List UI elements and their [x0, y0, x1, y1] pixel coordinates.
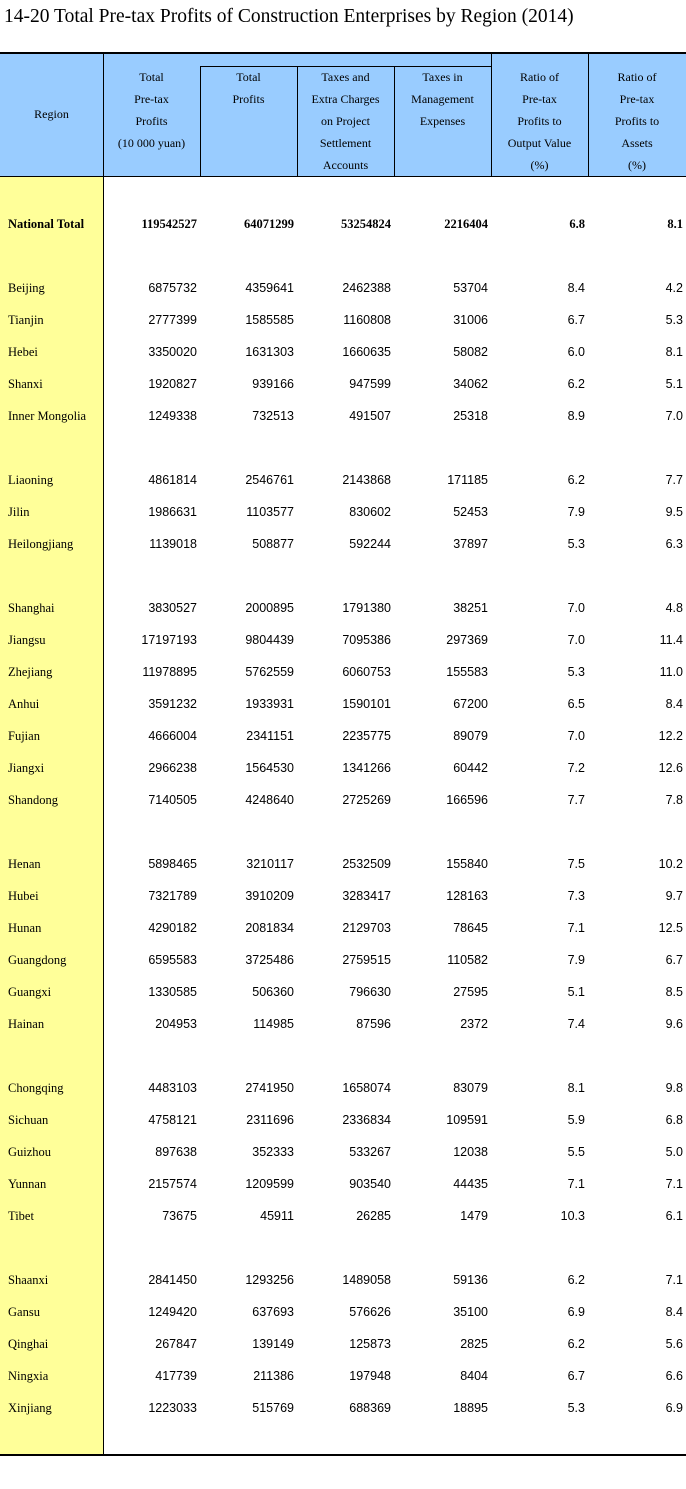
total-profits-value: 1209599 — [245, 1177, 294, 1191]
total-pretax-value: 1330585 — [148, 985, 197, 999]
region-name: Beijing — [8, 281, 45, 295]
ratio-assets-value: 7.7 — [665, 473, 683, 487]
taxes-mgmt-value: 155840 — [446, 857, 488, 871]
total-profits-value: 3725486 — [245, 953, 294, 967]
taxes-extra-value: 592244 — [349, 537, 391, 551]
total-profits-value: 211386 — [253, 1369, 294, 1383]
total-pretax-value: 2966238 — [148, 761, 197, 775]
ratio-output-value: 8.1 — [567, 1081, 585, 1095]
total-pretax-value: 4861814 — [148, 473, 197, 487]
ratio-output-value: 5.3 — [567, 537, 585, 551]
taxes-extra-value: 2143868 — [342, 473, 391, 487]
header-taxes-extra-charges: Taxes and Extra Charges on Project Settlement Accounts — [311, 70, 380, 172]
region-name: Qinghai — [8, 1337, 49, 1351]
taxes-mgmt-value: 59136 — [453, 1273, 488, 1287]
ratio-assets-value: 5.0 — [665, 1145, 683, 1159]
taxes-extra-value: 533267 — [349, 1145, 391, 1159]
table-row — [0, 752, 686, 784]
region-name: Hainan — [8, 1017, 45, 1031]
ratio-output-value: 8.4 — [567, 281, 585, 295]
taxes-extra-value: 1489058 — [342, 1273, 391, 1287]
total-pretax-value: 3830527 — [148, 601, 197, 615]
total-pretax-value: 1139018 — [149, 537, 197, 551]
total-profits-value: 5762559 — [245, 665, 294, 679]
ratio-assets-value: 7.1 — [665, 1273, 683, 1287]
taxes-extra-value: 947599 — [349, 377, 391, 391]
taxes-extra-value: 2235775 — [342, 729, 391, 743]
region-name: Guangdong — [8, 953, 67, 967]
ratio-output-value: 6.2 — [567, 1273, 585, 1287]
taxes-mgmt-value: 1479 — [460, 1209, 488, 1223]
ratio-output-value: 7.9 — [567, 505, 585, 519]
table-row — [0, 1296, 686, 1328]
taxes-mgmt-value: 83079 — [453, 1081, 488, 1095]
total-profits-value: 1564530 — [245, 761, 294, 775]
taxes-mgmt-value: 166596 — [446, 793, 488, 807]
taxes-extra-value: 2725269 — [342, 793, 391, 807]
table-row — [0, 592, 686, 624]
taxes-mgmt-value: 53704 — [453, 281, 488, 295]
total-profits-value: 9804439 — [245, 633, 294, 647]
table-row — [0, 880, 686, 912]
total-pretax-value: 3350020 — [148, 345, 197, 359]
total-pretax-value: 119542527 — [141, 217, 197, 231]
table-row — [0, 208, 686, 240]
ratio-assets-value: 6.9 — [665, 1401, 683, 1415]
taxes-extra-value: 3283417 — [342, 889, 391, 903]
ratio-output-value: 7.0 — [567, 633, 585, 647]
total-pretax-value: 897638 — [155, 1145, 197, 1159]
ratio-assets-value: 7.1 — [665, 1177, 683, 1191]
total-pretax-value: 4483103 — [148, 1081, 197, 1095]
table-row — [0, 1264, 686, 1296]
total-profits-value: 114985 — [253, 1017, 294, 1031]
ratio-output-value: 7.2 — [567, 761, 585, 775]
table-row — [0, 688, 686, 720]
taxes-mgmt-value: 18895 — [453, 1401, 488, 1415]
ratio-assets-value: 6.7 — [665, 953, 683, 967]
total-pretax-value: 3591232 — [148, 697, 197, 711]
table-row — [0, 656, 686, 688]
taxes-mgmt-value: 27595 — [453, 985, 488, 999]
total-profits-value: 2081834 — [245, 921, 294, 935]
total-pretax-value: 204953 — [155, 1017, 197, 1031]
taxes-mgmt-value: 2216404 — [444, 217, 488, 231]
total-profits-value: 1585585 — [245, 313, 294, 327]
ratio-assets-value: 9.6 — [665, 1017, 683, 1031]
taxes-mgmt-value: 128163 — [446, 889, 488, 903]
total-pretax-value: 11978895 — [142, 665, 197, 679]
total-profits-value: 64071299 — [244, 217, 294, 231]
ratio-assets-value: 6.1 — [665, 1209, 683, 1223]
taxes-extra-value: 53254824 — [341, 217, 391, 231]
ratio-output-value: 6.7 — [567, 313, 585, 327]
taxes-mgmt-value: 58082 — [453, 345, 488, 359]
table-row — [0, 1072, 686, 1104]
region-name: Anhui — [8, 697, 40, 711]
ratio-assets-value: 6.6 — [665, 1369, 683, 1383]
table-row — [0, 272, 686, 304]
table-row — [0, 1200, 686, 1232]
ratio-output-value: 7.0 — [567, 601, 585, 615]
total-profits-value: 3210117 — [246, 857, 294, 871]
taxes-extra-value: 197948 — [349, 1369, 391, 1383]
total-profits-value: 139149 — [252, 1337, 294, 1351]
region-name: Gansu — [8, 1305, 40, 1319]
total-profits-value: 4248640 — [245, 793, 294, 807]
taxes-extra-value: 2462388 — [342, 281, 391, 295]
total-profits-value: 4359641 — [245, 281, 294, 295]
table-row — [0, 400, 686, 432]
total-profits-value: 1933931 — [245, 697, 294, 711]
total-profits-value: 939166 — [252, 377, 294, 391]
taxes-mgmt-value: 60442 — [453, 761, 488, 775]
taxes-extra-value: 1160808 — [343, 313, 391, 327]
total-pretax-value: 1249338 — [148, 409, 197, 423]
taxes-mgmt-value: 110582 — [447, 953, 488, 967]
taxes-mgmt-value: 12038 — [453, 1145, 488, 1159]
taxes-extra-value: 688369 — [349, 1401, 391, 1415]
region-name: Guangxi — [8, 985, 52, 999]
taxes-extra-value: 2759515 — [342, 953, 391, 967]
ratio-assets-value: 8.5 — [665, 985, 683, 999]
region-name: Guizhou — [8, 1145, 52, 1159]
table-row — [0, 912, 686, 944]
taxes-mgmt-value: 67200 — [453, 697, 488, 711]
taxes-extra-value: 576626 — [349, 1305, 391, 1319]
taxes-mgmt-value: 89079 — [453, 729, 488, 743]
data-table — [0, 52, 686, 1456]
taxes-extra-value: 903540 — [349, 1177, 391, 1191]
total-pretax-value: 2841450 — [148, 1273, 197, 1287]
region-name: Zhejiang — [8, 665, 53, 679]
ratio-output-value: 6.5 — [567, 697, 585, 711]
header-taxes-management: Taxes in Management Expenses — [411, 70, 474, 128]
taxes-extra-value: 2336834 — [342, 1113, 391, 1127]
taxes-mgmt-value: 155583 — [446, 665, 488, 679]
region-name: Hunan — [8, 921, 42, 935]
region-name: Hubei — [8, 889, 39, 903]
total-pretax-value: 267847 — [155, 1337, 197, 1351]
total-profits-value: 45911 — [260, 1209, 294, 1223]
taxes-extra-value: 2129703 — [342, 921, 391, 935]
region-name: Jilin — [8, 505, 30, 519]
ratio-output-value: 6.9 — [567, 1305, 585, 1319]
ratio-assets-value: 11.4 — [659, 633, 683, 647]
taxes-extra-value: 1660635 — [342, 345, 391, 359]
taxes-extra-value: 830602 — [349, 505, 391, 519]
taxes-mgmt-value: 109591 — [446, 1113, 488, 1127]
taxes-extra-value: 1791380 — [342, 601, 391, 615]
table-row — [0, 304, 686, 336]
ratio-assets-value: 8.1 — [665, 345, 683, 359]
table-row — [0, 784, 686, 816]
ratio-output-value: 8.9 — [567, 409, 585, 423]
taxes-mgmt-value: 34062 — [453, 377, 488, 391]
region-name: Sichuan — [8, 1113, 49, 1127]
table-row — [0, 464, 686, 496]
taxes-mgmt-value: 38251 — [453, 601, 488, 615]
total-profits-value: 1103577 — [246, 505, 294, 519]
taxes-extra-value: 796630 — [349, 985, 391, 999]
region-name: Inner Mongolia — [8, 409, 87, 423]
taxes-extra-value: 125873 — [349, 1337, 391, 1351]
total-pretax-value: 4290182 — [148, 921, 197, 935]
total-profits-value: 637693 — [252, 1305, 294, 1319]
taxes-mgmt-value: 35100 — [453, 1305, 488, 1319]
taxes-mgmt-value: 31006 — [453, 313, 488, 327]
table-row — [0, 368, 686, 400]
table-row — [0, 944, 686, 976]
taxes-mgmt-value: 297369 — [446, 633, 488, 647]
taxes-extra-value: 491507 — [349, 409, 391, 423]
header-region: Region — [34, 107, 69, 121]
ratio-assets-value: 8.4 — [665, 1305, 683, 1319]
ratio-assets-value: 5.3 — [665, 313, 683, 327]
table-row — [0, 848, 686, 880]
ratio-output-value: 5.3 — [567, 665, 585, 679]
taxes-extra-value: 1658074 — [342, 1081, 391, 1095]
taxes-extra-value: 7095386 — [342, 633, 391, 647]
table-row — [0, 1360, 686, 1392]
region-name: Shandong — [8, 793, 58, 807]
region-name: Hebei — [8, 345, 38, 359]
ratio-assets-value: 12.5 — [658, 921, 683, 935]
ratio-assets-value: 9.5 — [665, 505, 683, 519]
total-pretax-value: 7321789 — [148, 889, 197, 903]
taxes-extra-value: 1590101 — [342, 697, 391, 711]
region-name: Jiangsu — [8, 633, 46, 647]
taxes-mgmt-value: 2825 — [460, 1337, 488, 1351]
total-pretax-value: 1920827 — [148, 377, 197, 391]
ratio-assets-value: 8.4 — [665, 697, 683, 711]
total-profits-value: 3910209 — [245, 889, 294, 903]
taxes-mgmt-value: 78645 — [453, 921, 488, 935]
total-profits-value: 515769 — [252, 1401, 294, 1415]
total-pretax-value: 417739 — [155, 1369, 197, 1383]
region-name: Heilongjiang — [8, 537, 74, 551]
ratio-output-value: 5.9 — [567, 1113, 585, 1127]
taxes-mgmt-value: 37897 — [453, 537, 488, 551]
taxes-mgmt-value: 25318 — [453, 409, 488, 423]
ratio-assets-value: 7.8 — [665, 793, 683, 807]
total-profits-value: 2546761 — [245, 473, 294, 487]
total-pretax-value: 4758121 — [148, 1113, 197, 1127]
total-pretax-value: 6595583 — [148, 953, 197, 967]
total-pretax-value: 5898465 — [148, 857, 197, 871]
taxes-extra-value: 2532509 — [342, 857, 391, 871]
ratio-output-value: 7.4 — [567, 1017, 585, 1031]
total-profits-value: 2311696 — [246, 1113, 294, 1127]
ratio-assets-value: 5.1 — [665, 377, 683, 391]
header-ratio-assets: Ratio of Pre-tax Profits to Assets (%) — [614, 70, 660, 172]
region-name: Shanxi — [8, 377, 43, 391]
taxes-extra-value: 87596 — [356, 1017, 391, 1031]
total-pretax-value: 6875732 — [148, 281, 197, 295]
taxes-extra-value: 6060753 — [342, 665, 391, 679]
header-ratio-output: Ratio of Pre-tax Profits to Output Value (%) — [507, 70, 572, 172]
total-profits-value: 2341151 — [246, 729, 294, 743]
table-row — [0, 528, 686, 560]
taxes-extra-value: 1341266 — [342, 761, 391, 775]
table-row — [0, 496, 686, 528]
ratio-assets-value: 10.2 — [658, 857, 683, 871]
total-pretax-value: 1986631 — [148, 505, 197, 519]
table-row — [0, 1168, 686, 1200]
table-row — [0, 1392, 686, 1424]
taxes-extra-value: 26285 — [356, 1209, 391, 1223]
region-name: Ningxia — [8, 1369, 49, 1383]
ratio-assets-value: 9.8 — [665, 1081, 683, 1095]
region-name: Tibet — [8, 1209, 34, 1223]
region-name: Henan — [8, 857, 41, 871]
ratio-assets-value: 8.1 — [667, 217, 683, 231]
ratio-output-value: 7.1 — [567, 921, 585, 935]
ratio-output-value: 5.5 — [567, 1145, 585, 1159]
total-profits-value: 1631303 — [245, 345, 294, 359]
taxes-mgmt-value: 52453 — [453, 505, 488, 519]
region-name: Yunnan — [8, 1177, 47, 1191]
ratio-assets-value: 4.2 — [665, 281, 683, 295]
ratio-output-value: 6.2 — [567, 377, 585, 391]
ratio-output-value: 6.2 — [567, 1337, 585, 1351]
region-name: Jiangxi — [8, 761, 45, 775]
taxes-mgmt-value: 8404 — [460, 1369, 488, 1383]
region-name: Liaoning — [8, 473, 54, 487]
ratio-output-value: 7.0 — [567, 729, 585, 743]
total-pretax-value: 17197193 — [141, 633, 197, 647]
taxes-mgmt-value: 2372 — [460, 1017, 488, 1031]
ratio-output-value: 10.3 — [560, 1209, 585, 1223]
total-profits-value: 2741950 — [245, 1081, 294, 1095]
ratio-output-value: 6.2 — [567, 473, 585, 487]
table-row — [0, 720, 686, 752]
ratio-assets-value: 12.6 — [658, 761, 683, 775]
table-title: 14-20 Total Pre-tax Profits of Construction Enterprises by Region (2014) — [4, 6, 574, 27]
region-name: Shanghai — [8, 601, 55, 615]
taxes-mgmt-value: 171185 — [447, 473, 488, 487]
ratio-assets-value: 7.0 — [665, 409, 683, 423]
region-name: Chongqing — [8, 1081, 64, 1095]
total-pretax-value: 1249420 — [148, 1305, 197, 1319]
table-row — [0, 624, 686, 656]
total-pretax-value: 7140505 — [148, 793, 197, 807]
total-profits-value: 2000895 — [245, 601, 294, 615]
table-row — [0, 1136, 686, 1168]
total-pretax-value: 2157574 — [148, 1177, 197, 1191]
ratio-assets-value: 4.8 — [665, 601, 683, 615]
table-row — [0, 1008, 686, 1040]
ratio-output-value: 5.3 — [567, 1401, 585, 1415]
region-name: Fujian — [8, 729, 40, 743]
table-row — [0, 976, 686, 1008]
ratio-assets-value: 6.8 — [665, 1113, 683, 1127]
total-pretax-value: 73675 — [162, 1209, 197, 1223]
ratio-output-value: 5.1 — [567, 985, 585, 999]
ratio-output-value: 7.7 — [567, 793, 585, 807]
total-pretax-value: 1223033 — [148, 1401, 197, 1415]
ratio-assets-value: 6.3 — [665, 537, 683, 551]
total-profits-value: 506360 — [252, 985, 294, 999]
ratio-assets-value: 12.2 — [658, 729, 683, 743]
ratio-output-value: 7.1 — [567, 1177, 585, 1191]
total-pretax-value: 2777399 — [148, 313, 197, 327]
total-profits-value: 732513 — [252, 409, 294, 423]
region-name: Xinjiang — [8, 1401, 52, 1415]
ratio-assets-value: 5.6 — [665, 1337, 683, 1351]
header-total-pretax-profits: Total Pre-tax Profits (10 000 yuan) — [117, 70, 186, 150]
table-row — [0, 1104, 686, 1136]
table-row — [0, 1328, 686, 1360]
total-profits-value: 508877 — [252, 537, 294, 551]
ratio-output-value: 6.8 — [569, 217, 585, 231]
ratio-output-value: 7.9 — [567, 953, 585, 967]
ratio-output-value: 7.3 — [567, 889, 585, 903]
total-pretax-value: 4666004 — [148, 729, 197, 743]
ratio-output-value: 6.0 — [567, 345, 585, 359]
ratio-assets-value: 9.7 — [665, 889, 683, 903]
region-name: National Total — [8, 217, 85, 231]
region-name: Shaanxi — [8, 1273, 49, 1287]
total-profits-value: 1293256 — [245, 1273, 294, 1287]
ratio-assets-value: 11.0 — [659, 665, 683, 679]
taxes-mgmt-value: 44435 — [453, 1177, 488, 1191]
region-name: Tianjin — [8, 313, 44, 327]
ratio-output-value: 7.5 — [567, 857, 585, 871]
table-row — [0, 336, 686, 368]
total-profits-value: 352333 — [252, 1145, 294, 1159]
header-total-profits: Total Profits — [232, 70, 265, 106]
ratio-output-value: 6.7 — [567, 1369, 585, 1383]
